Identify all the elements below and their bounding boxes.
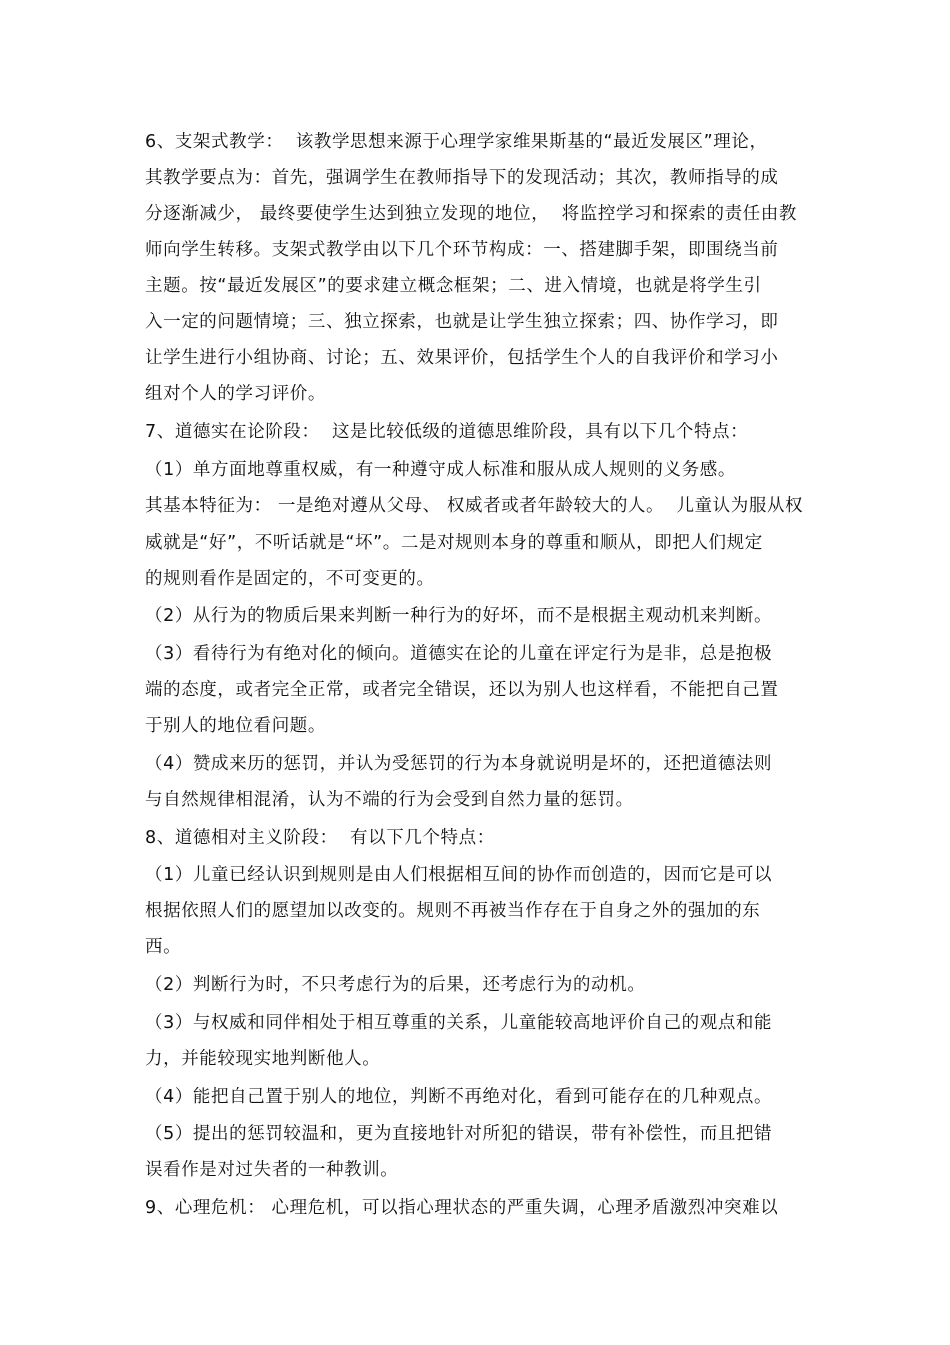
text-line: 主题。按“最近发展区”的要求建立概念框架；二、进入情境，也就是将学生引 bbox=[145, 276, 762, 296]
text-line: 误看作是对过失者的一种教训。 bbox=[145, 1160, 399, 1180]
text-line: 组对个人的学习评价。 bbox=[145, 384, 326, 404]
text-line: 力，并能较现实地判断他人。 bbox=[145, 1049, 381, 1069]
text-line: （1）单方面地尊重权威，有一种遵守成人标准和服从成人规则的义务感。 bbox=[145, 460, 736, 480]
text-line: （2）判断行为时，不只考虑行为的后果，还考虑行为的动机。 bbox=[145, 975, 646, 995]
text-line: 其教学要点为：首先，强调学生在教师指导下的发现活动；其次，教师指导的成 bbox=[145, 168, 779, 188]
text-line: 的规则看作是固定的，不可变更的。 bbox=[145, 569, 435, 589]
text-line: 威就是“好”，不听话就是“坏”。二是对规则本身的尊重和顺从，即把人们规定 bbox=[145, 533, 763, 553]
text-line: 让学生进行小组协商、讨论；五、效果评价，包括学生个人的自我评价和学习小 bbox=[145, 348, 779, 368]
text-line: 7、道德实在论阶段： 这是比较低级的道德思维阶段，具有以下几个特点： bbox=[145, 422, 749, 442]
text-line: 根据依照人们的愿望加以改变的。规则不再被当作存在于自身之外的强加的东 bbox=[145, 901, 761, 921]
text-line: 其基本特征为： 一是绝对遵从父母、 权威者或者年龄较大的人。 儿童认为服从权 bbox=[145, 496, 804, 516]
text-line: 分逐渐减少， 最终要使学生达到独立发现的地位， 将监控学习和探索的责任由教 bbox=[145, 204, 797, 224]
text-line: 入一定的问题情境；三、独立探索，也就是让学生独立探索；四、协作学习，即 bbox=[145, 312, 779, 332]
text-line: （4）能把自己置于别人的地位，判断不再绝对化，看到可能存在的几种观点。 bbox=[145, 1087, 773, 1107]
text-line: 师向学生转移。支架式教学由以下几个环节构成：一、搭建脚手架，即围绕当前 bbox=[145, 240, 779, 260]
text-line: 端的态度，或者完全正常，或者完全错误，还以为别人也这样看，不能把自己置 bbox=[145, 680, 779, 700]
text-line: （3）与权威和同伴相处于相互尊重的关系，儿童能较高地评价自己的观点和能 bbox=[145, 1013, 773, 1033]
text-line: （4）赞成来历的惩罚，并认为受惩罚的行为本身就说明是坏的，还把道德法则 bbox=[145, 754, 773, 774]
text-line: 9、心理危机： 心理危机，可以指心理状态的严重失调，心理矛盾激烈冲突难以 bbox=[145, 1198, 779, 1218]
text-line: 西。 bbox=[145, 937, 182, 957]
text-line: （3）看待行为有绝对化的倾向。道德实在论的儿童在评定行为是非，总是抱极 bbox=[145, 644, 773, 664]
text-line: 8、道德相对主义阶段： 有以下几个特点： bbox=[145, 828, 495, 848]
text-line: 6、支架式教学： 该教学思想来源于心理学家维果斯基的“最近发展区”理论， bbox=[145, 132, 768, 152]
text-line: 于别人的地位看问题。 bbox=[145, 716, 326, 736]
text-line: （1）儿童已经认识到规则是由人们根据相互间的协作而创造的，因而它是可以 bbox=[145, 865, 773, 885]
text-line: （5）提出的惩罚较温和，更为直接地针对所犯的错误，带有补偿性，而且把错 bbox=[145, 1124, 773, 1144]
text-line: 与自然规律相混淆，认为不端的行为会受到自然力量的惩罚。 bbox=[145, 790, 634, 810]
text-line: （2）从行为的物质后果来判断一种行为的好坏，而不是根据主观动机来判断。 bbox=[145, 606, 773, 626]
